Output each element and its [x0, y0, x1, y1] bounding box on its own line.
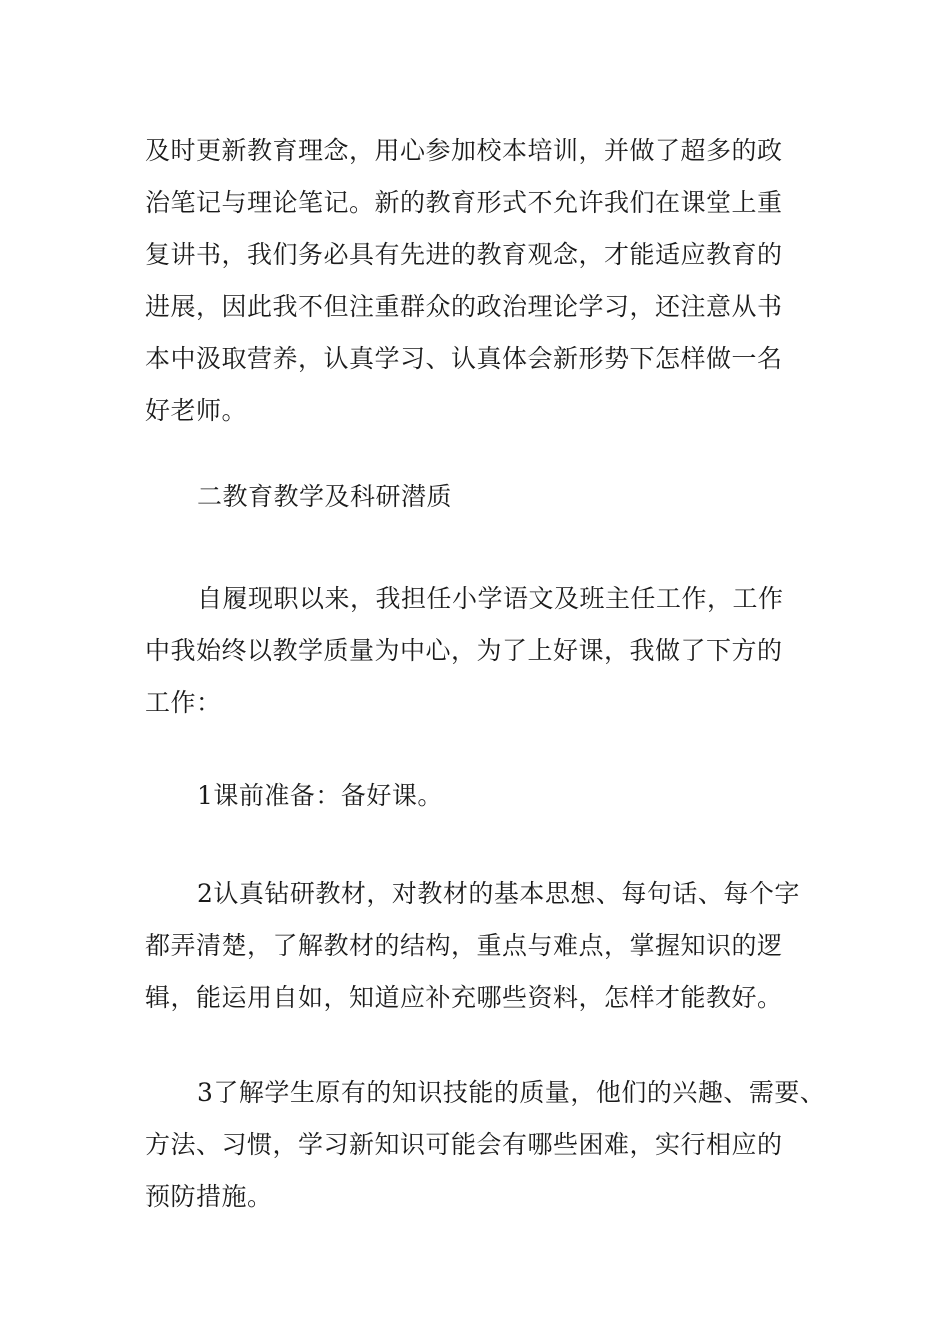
- text-line: 工作：: [145, 688, 222, 717]
- document-page: [145, 0, 825, 1344]
- list-item-1: [145, 770, 825, 822]
- text-line: 3了解学生原有的知识技能的质量，他们的兴趣、需要、: [197, 1078, 826, 1107]
- text-line: 中我始终以教学质量为中心，为了上好课，我做了下方的: [145, 636, 783, 665]
- text-line: 治笔记与理论笔记。新的教育形式不允许我们在课堂上重: [145, 188, 783, 217]
- text-line: 辑，能运用自如，知道应补充哪些资料，怎样才能教好。: [145, 983, 783, 1012]
- text-line: 二教育教学及科研潜质: [197, 482, 453, 511]
- text-line: 1课前准备：备好课。: [197, 781, 443, 810]
- text-line: 复讲书，我们务必具有先进的教育观念，才能适应教育的: [145, 240, 783, 269]
- text-line: 本中汲取营养，认真学习、认真体会新形势下怎样做一名: [145, 344, 783, 373]
- text-line: 及时更新教育理念，用心参加校本培训，并做了超多的政: [145, 136, 783, 165]
- section-heading: [145, 471, 825, 523]
- text-line: 2认真钻研教材，对教材的基本思想、每句话、每个字: [197, 879, 800, 908]
- text-line: 好老师。: [145, 396, 248, 425]
- text-line: 自履现职以来，我担任小学语文及班主任工作，工作: [197, 584, 784, 613]
- text-line: 进展，因此我不但注重群众的政治理论学习，还注意从书: [145, 292, 783, 321]
- text-line: 预防措施。: [145, 1182, 273, 1211]
- text-line: 都弄清楚，了解教材的结构，重点与难点，掌握知识的逻: [145, 931, 783, 960]
- paragraph-intro: [145, 573, 825, 729]
- text-line: 方法、习惯，学习新知识可能会有哪些困难，实行相应的: [145, 1130, 783, 1159]
- list-item-3: [145, 1067, 825, 1223]
- list-item-2: [145, 868, 825, 1024]
- paragraph-continuation: [145, 125, 825, 437]
